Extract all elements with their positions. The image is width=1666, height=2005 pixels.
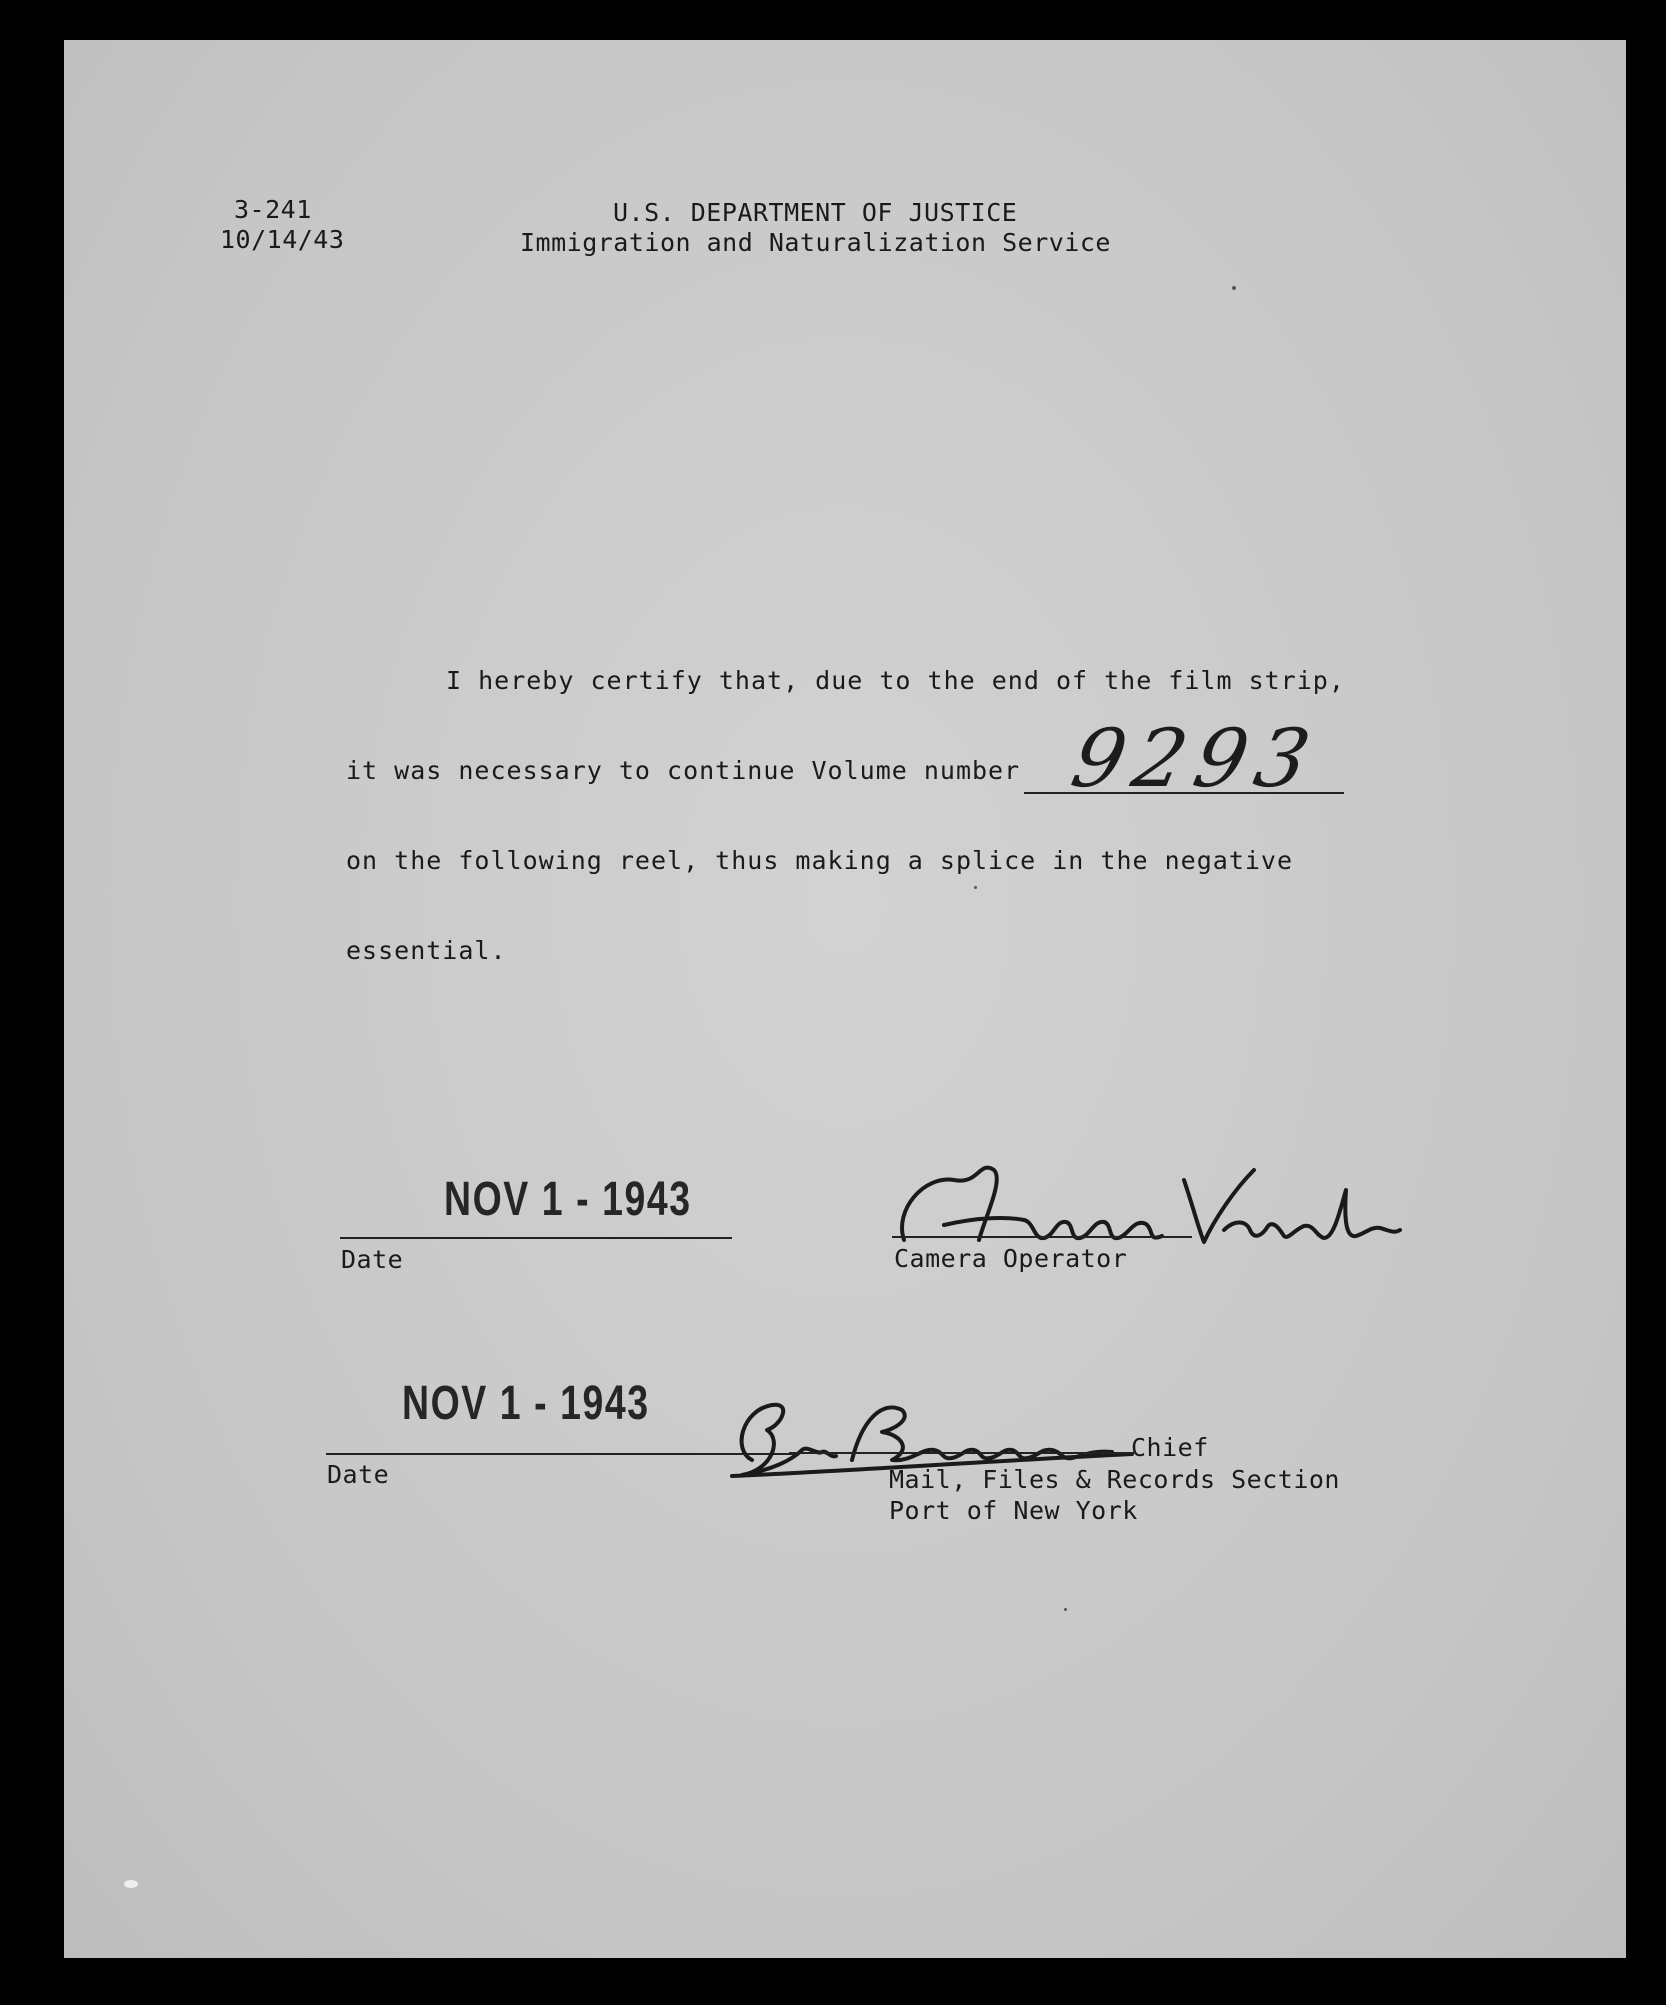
scan-speck bbox=[974, 886, 977, 889]
volume-number: 9293 bbox=[1064, 712, 1328, 805]
form-date: 10/14/43 bbox=[220, 225, 345, 254]
chief-title: Chief bbox=[1131, 1433, 1209, 1462]
operator-signature-line bbox=[892, 1236, 1192, 1238]
chief-location: Port of New York bbox=[889, 1496, 1138, 1525]
operator-date-stamp: NOV 1 - 1943 bbox=[444, 1173, 692, 1226]
certification-line-2: it was necessary to continue Volume number bbox=[346, 756, 1021, 785]
scan-speck bbox=[1232, 286, 1236, 290]
document-page bbox=[64, 40, 1626, 1958]
certification-line-1: I hereby certify that, due to the end of the film strip, bbox=[446, 666, 1345, 695]
service-heading: Immigration and Naturalization Service bbox=[520, 228, 1111, 257]
chief-signature-line bbox=[789, 1452, 1134, 1454]
camera-operator-label: Camera Operator bbox=[894, 1244, 1128, 1273]
certification-line-3: on the following reel, thus making a splice in the negative bbox=[346, 846, 1294, 875]
operator-date-label: Date bbox=[341, 1245, 404, 1274]
form-number: 3-241 bbox=[234, 195, 312, 224]
chief-date-stamp: NOV 1 - 1943 bbox=[402, 1377, 650, 1430]
scan-speck bbox=[124, 1880, 138, 1888]
chief-section: Mail, Files & Records Section bbox=[889, 1465, 1340, 1494]
certification-line-4: essential. bbox=[346, 936, 507, 965]
scan-speck bbox=[1064, 1608, 1067, 1611]
chief-date-label: Date bbox=[327, 1460, 390, 1489]
operator-date-line bbox=[340, 1237, 732, 1239]
department-heading: U.S. DEPARTMENT OF JUSTICE bbox=[613, 198, 1018, 227]
